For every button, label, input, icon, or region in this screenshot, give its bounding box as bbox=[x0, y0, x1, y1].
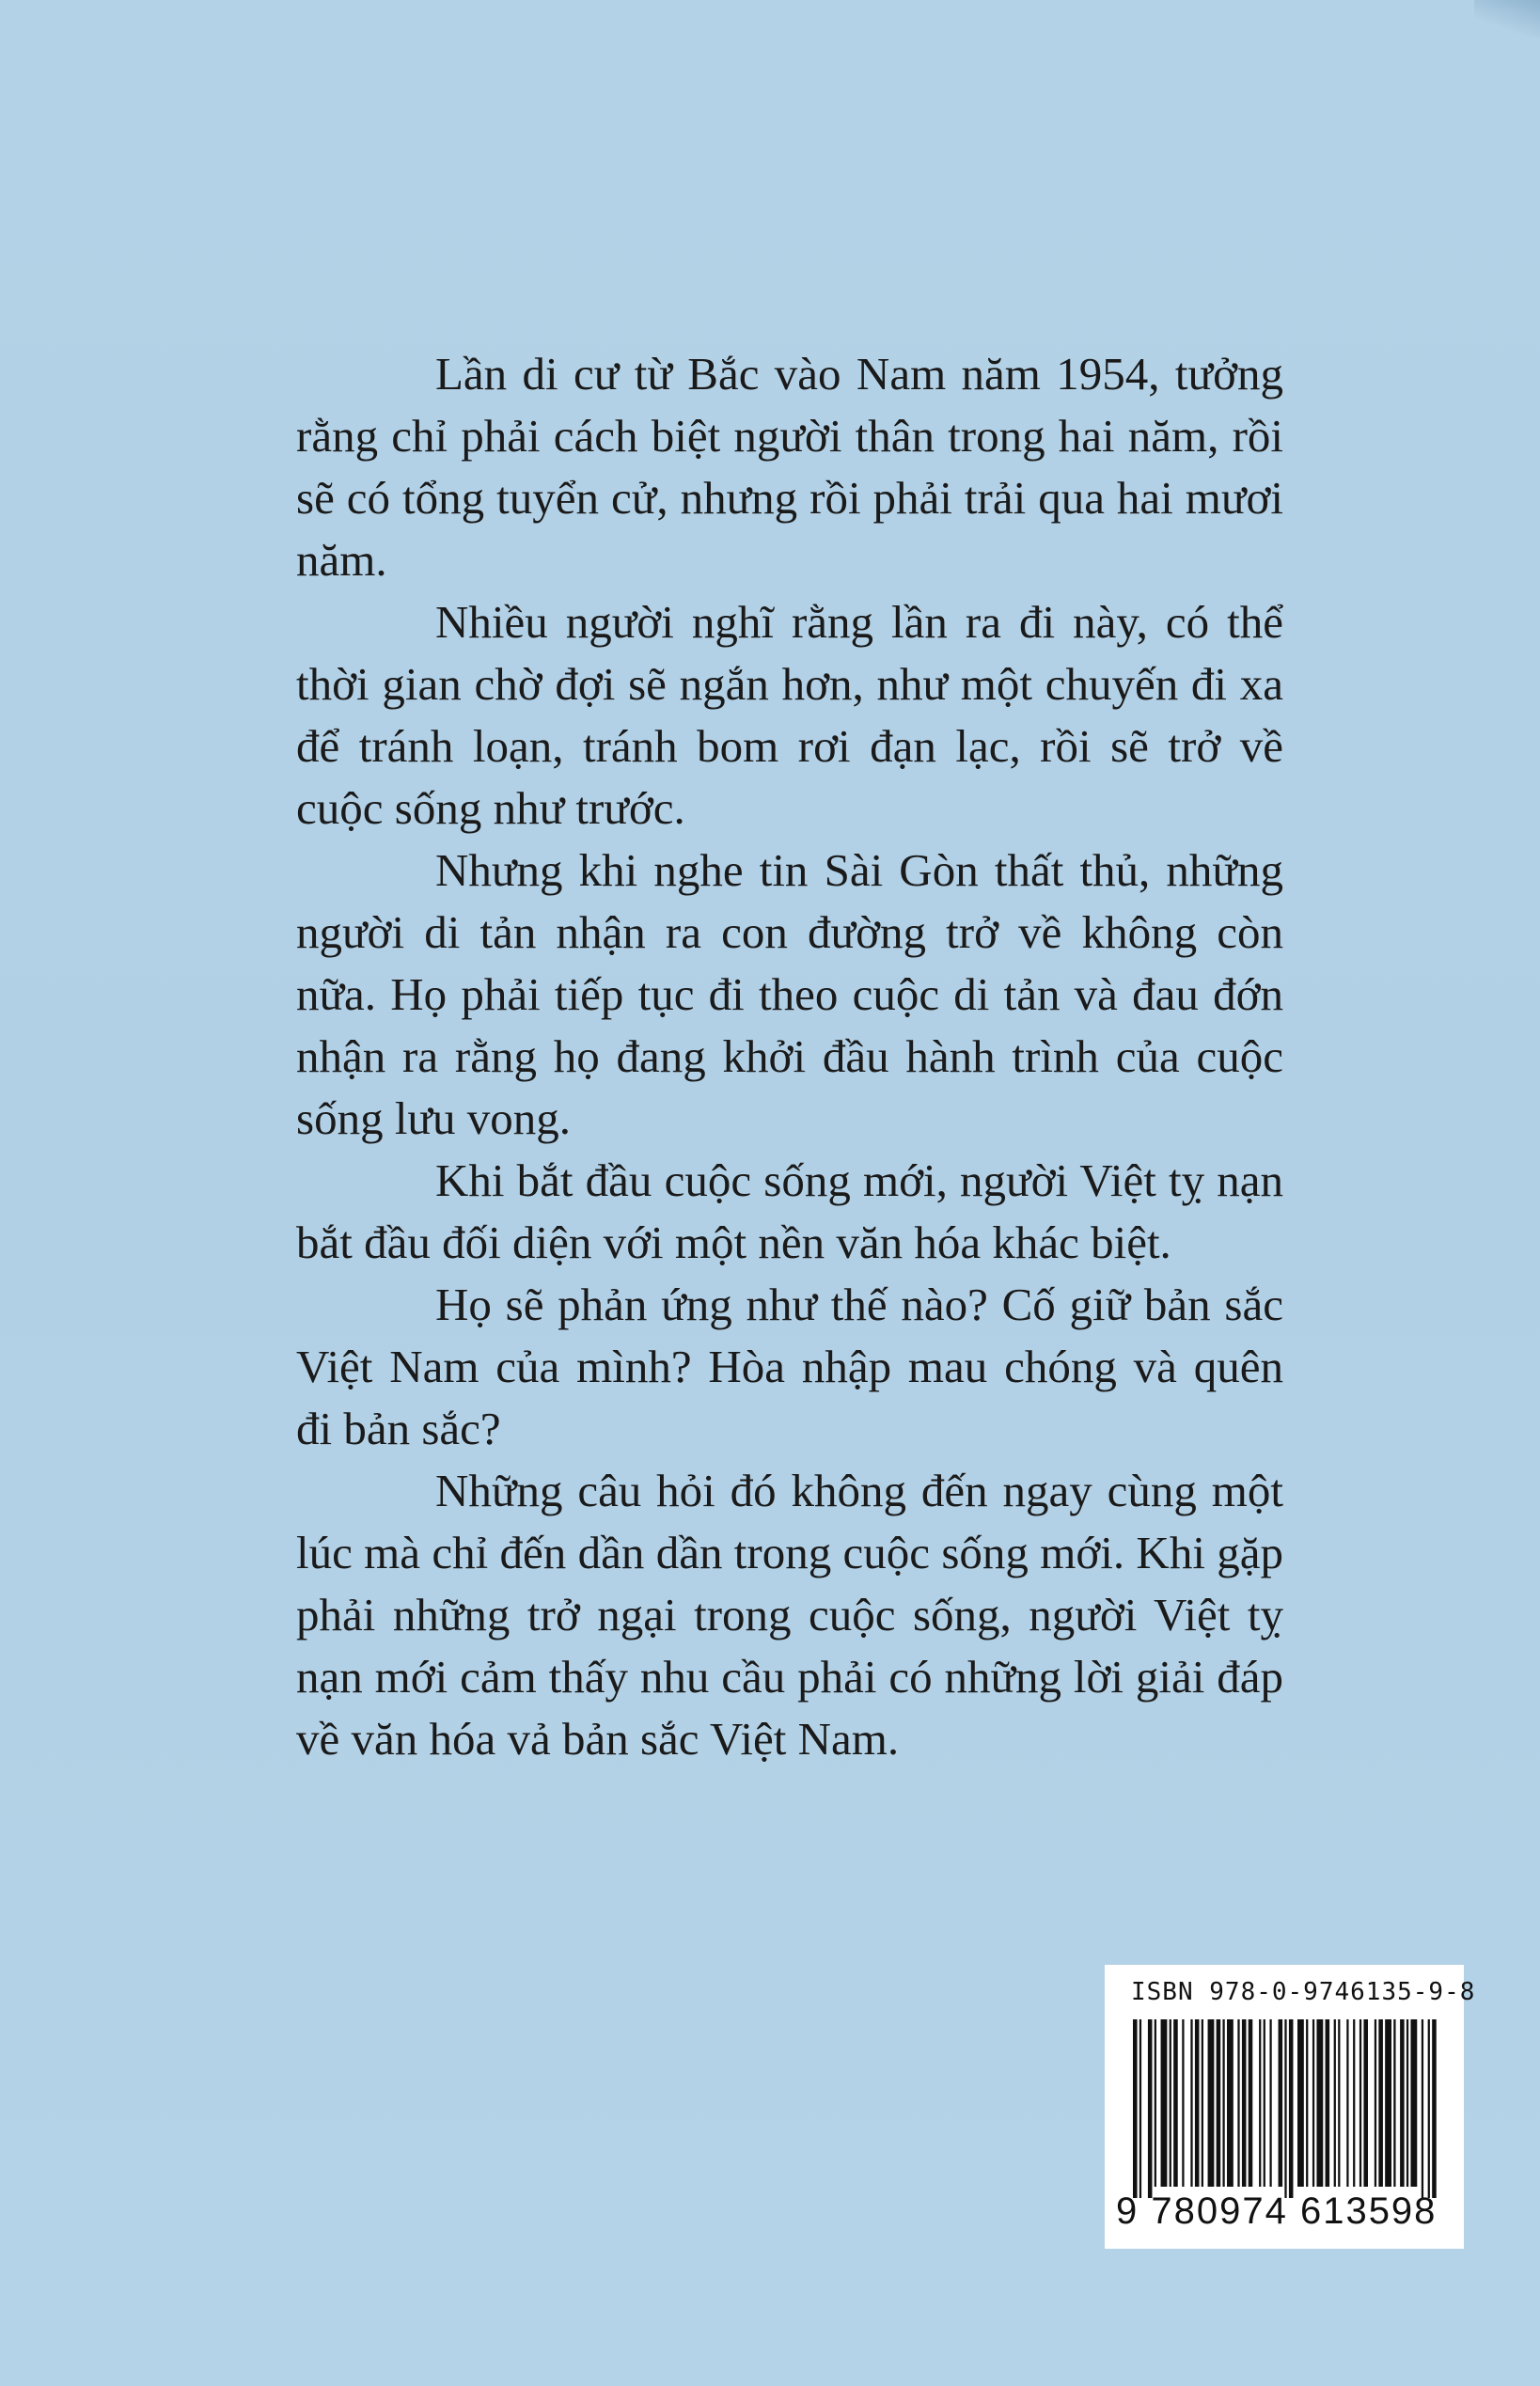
ean-digits: 9 780974 613598 bbox=[1116, 2190, 1438, 2232]
blurb-paragraph-1: Lần di cư từ Bắc vào Nam năm 1954, tưởng rằng chỉ phải cách biệt người thân trong hai năm, rồi sẽ có tổng tuyển cử, nhưng rồi phải trải qua hai mươi năm. bbox=[296, 348, 1283, 586]
isbn-barcode bbox=[1105, 1965, 1476, 2249]
blurb-text bbox=[296, 343, 1283, 1770]
blurb-paragraph-3: Nhưng khi nghe tin Sài Gòn thất thủ, những người di tản nhận ra con đường trở về không còn nữa. Họ phải tiếp tục đi theo cuộc di tản và đau đớn nhận ra rằng họ đang khởi đầu hành trình của cuộc sống lưu vong. bbox=[296, 844, 1283, 1144]
corner-fold bbox=[1474, 0, 1540, 38]
isbn-label: ISBN 978-0-9746135-9-8 bbox=[1131, 1978, 1476, 2006]
blurb-paragraph-2: Nhiều người nghĩ rằng lần ra đi này, có thể thời gian chờ đợi sẽ ngắn hơn, như một chuyến đi xa để tránh loạn, tránh bom rơi đạn lạc, rồi sẽ trở về cuộc sống như trước. bbox=[296, 596, 1283, 834]
blurb-paragraph-6: Những câu hỏi đó không đến ngay cùng một lúc mà chỉ đến dần dần trong cuộc sống mới. Khi gặp phải những trở ngại trong cuộc sống, người Việt tỵ nạn mới cảm thấy nhu cầu phải có những lời giải đáp về văn hóa vả bản sắc Việt Nam. bbox=[296, 1465, 1283, 1765]
blurb-paragraph-4: Khi bắt đầu cuộc sống mới, người Việt tỵ nạn bắt đầu đối diện với một nền văn hóa khác biệt. bbox=[296, 1154, 1283, 1268]
blurb-paragraph-5: Họ sẽ phản ứng như thế nào? Cố giữ bản sắc Việt Nam của mình? Hòa nhập mau chóng và quên đi bản sắc? bbox=[296, 1279, 1283, 1454]
barcode-bars-icon bbox=[1133, 2019, 1438, 2198]
